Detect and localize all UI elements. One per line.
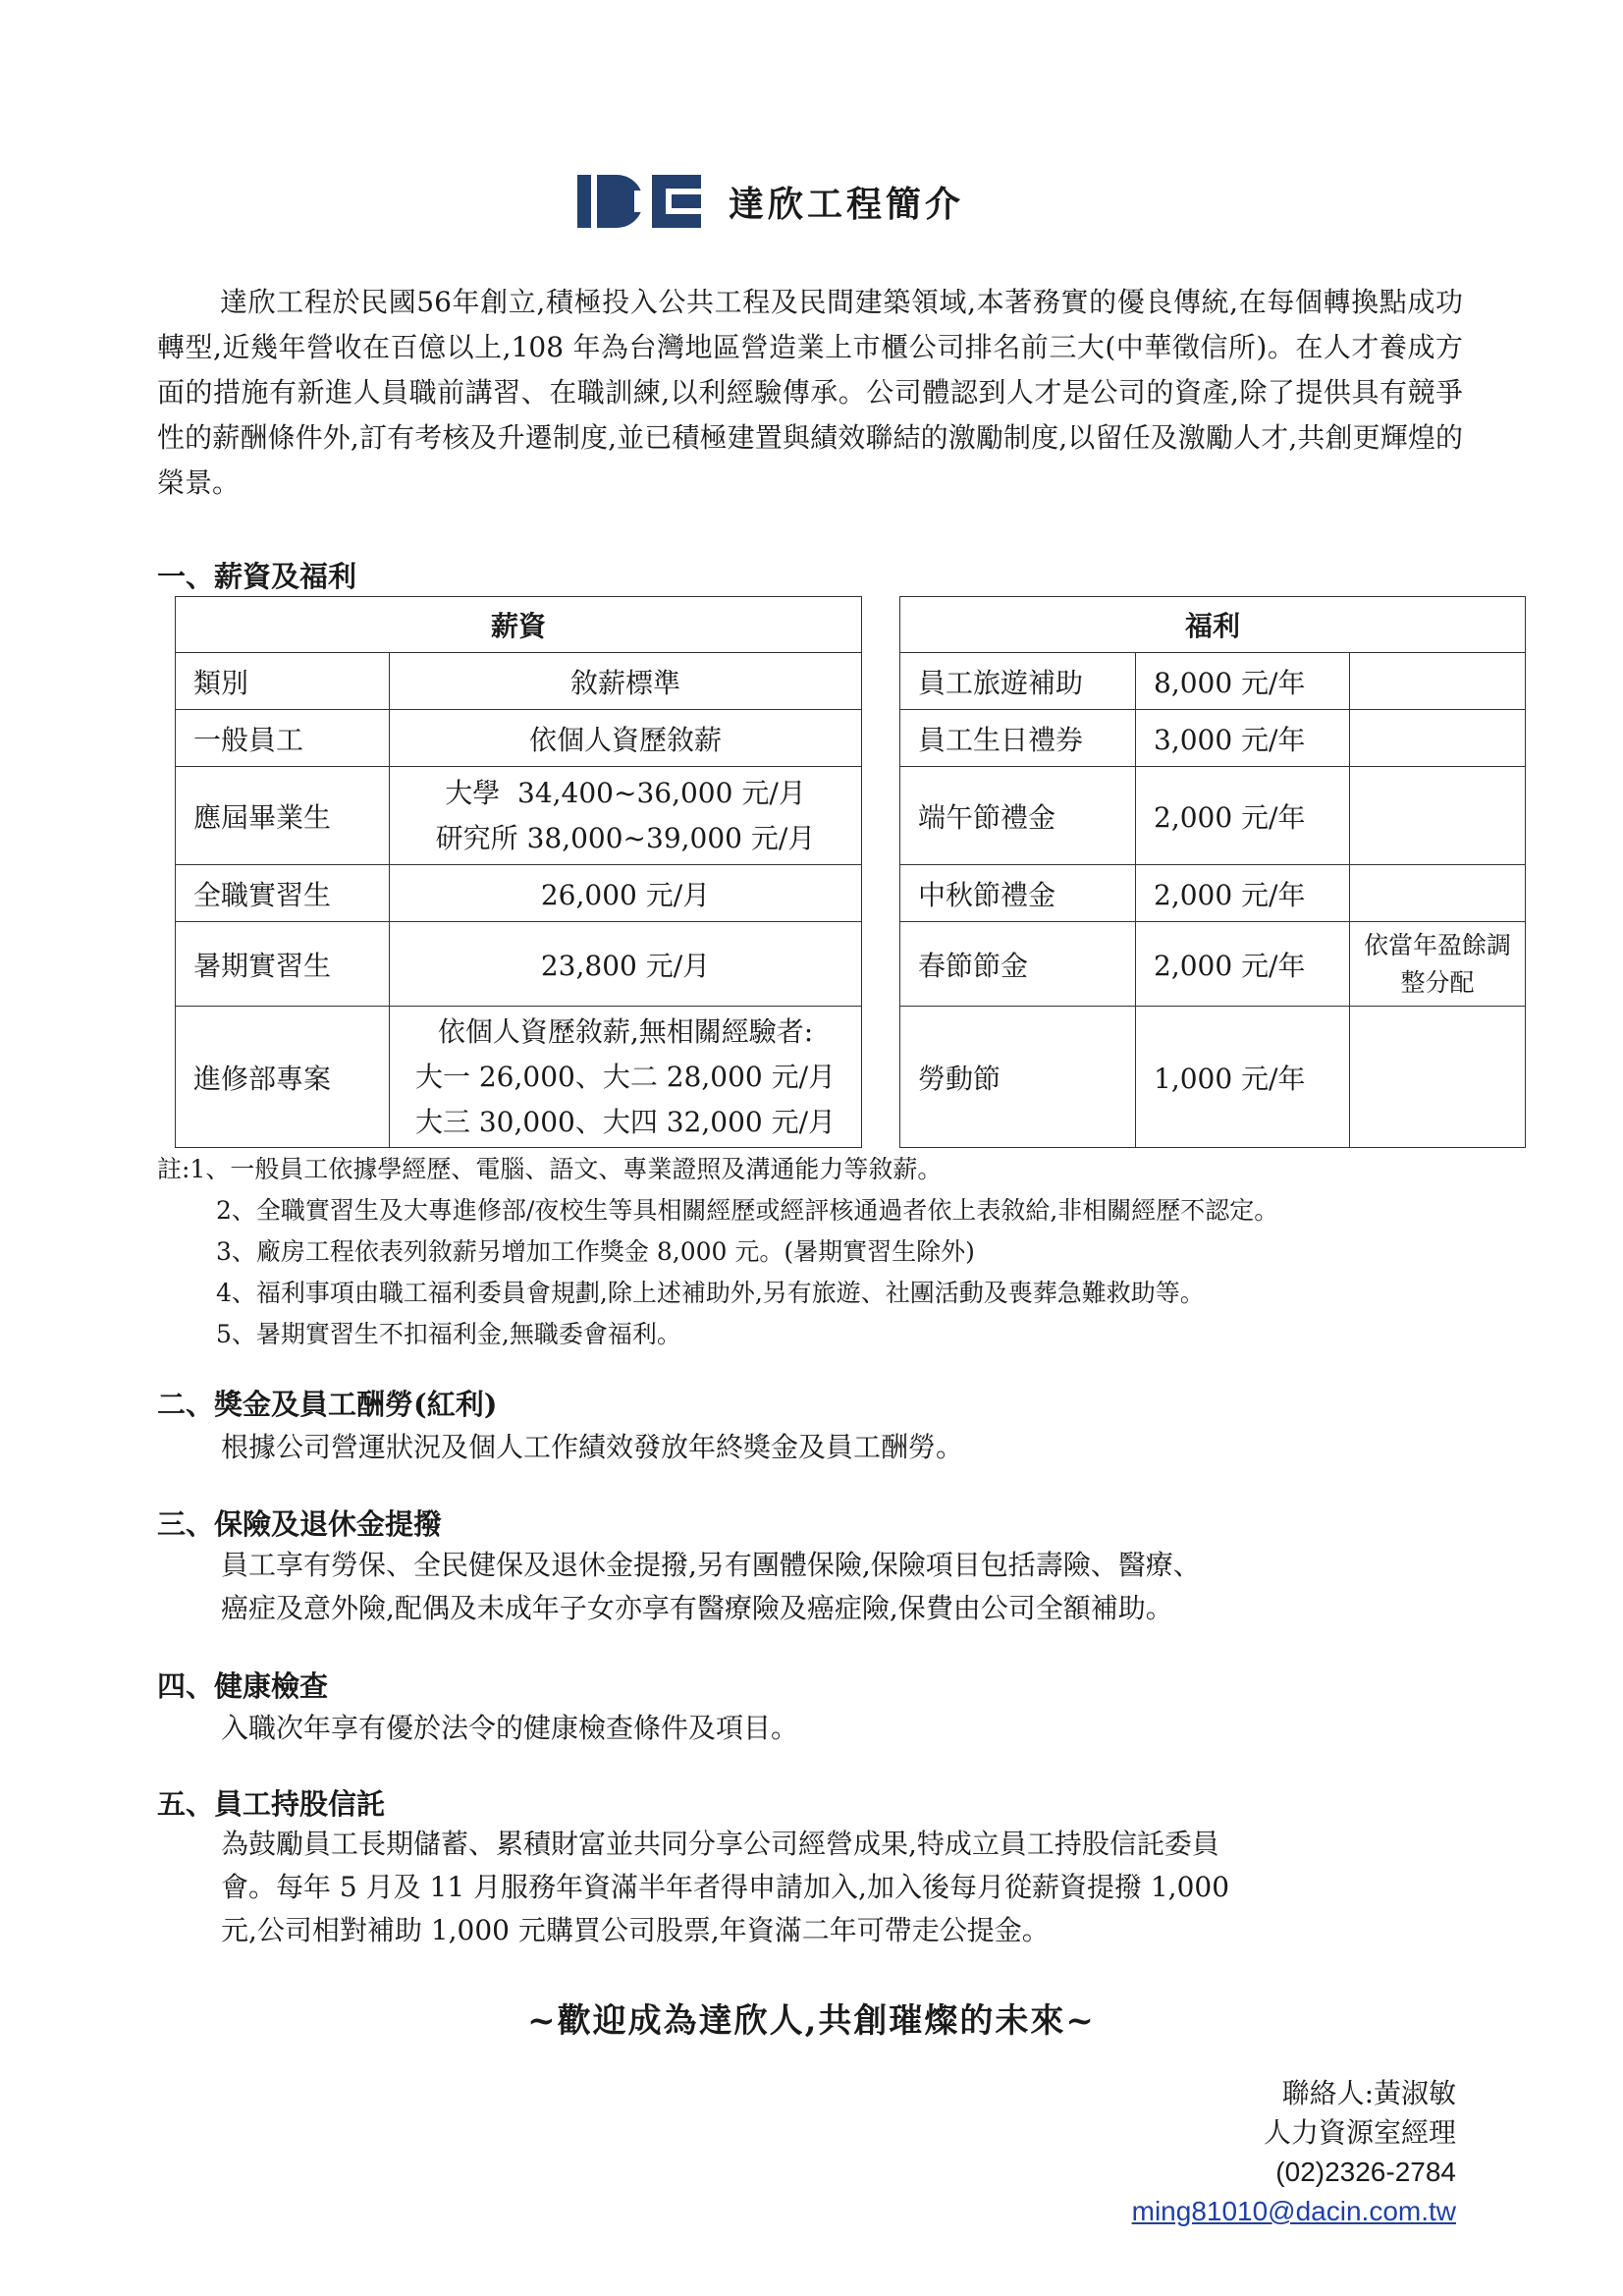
benefit-amount: 2,000 元/年 — [1136, 767, 1350, 865]
contact-phone: (02)2326-2784 — [1275, 2157, 1456, 2187]
benefit-note — [1350, 865, 1526, 922]
benefit-amount: 8,000 元/年 — [1136, 653, 1350, 710]
salary-table — [175, 596, 862, 1148]
table-row — [176, 767, 862, 865]
body-line: 會。每年 5 月及 11 月服務年資滿半年者得申請加入,加入後每月從薪資提撥 1,000 — [221, 1871, 1230, 1903]
body-line: 為鼓勵員工長期儲蓄、累積財富並共同分享公司經營成果,特成立員工持股信託委員 — [221, 1828, 1219, 1860]
body-line: 入職次年享有優於法令的健康檢查條件及項目。 — [221, 1712, 799, 1744]
closing-slogan: ~歡迎成為達欣人,共創璀燦的未來~ — [527, 2001, 1096, 2041]
dacin-logo-icon — [577, 175, 701, 228]
note-item: 4、福利事項由職工福利委員會規劃,除上述補助外,另有旅遊、社團活動及喪葬急難救助等。 — [216, 1279, 1205, 1307]
salary-category: 一般員工 — [176, 710, 390, 767]
body-line: 元,公司相對補助 1,000 元購買公司股票,年資滿二年可帶走公提金。 — [221, 1914, 1050, 1946]
salary-standard: 依個人資歷敘薪 — [390, 710, 862, 767]
table-row — [900, 653, 1526, 710]
benefit-item: 端午節禮金 — [900, 767, 1136, 865]
table-row — [900, 767, 1526, 865]
column-header-category: 類別 — [176, 653, 390, 710]
salary-standard: 23,800 元/月 — [390, 922, 862, 1007]
salary-standard-line: 大三 30,000、大四 32,000 元/月 — [414, 1105, 837, 1138]
benefit-note: 依當年盈餘調整分配 — [1350, 922, 1526, 1007]
intro-paragraph: 達欣工程於民國56年創立,積極投入公共工程及民間建築領域,本著務實的優良傳統,在每個轉換點成功轉型,近幾年營收在百億以上,108 年為台灣地區營造業上市櫃公司排名前三大(中華徵信所)。在人才養成方面的措施有新進人員職前講習、在職訓練,以利經驗傳承。公司體認到人才是公司的資產,除了提供具有競爭性的薪酬條件外,訂有考核及升遷制度,並已積極建置與績效聯結的激勵制度,以留任及激勵人才,共創更輝煌的榮景。 — [157, 286, 1463, 499]
contact-name: 聯絡人:黃淑敏 — [1281, 2077, 1456, 2109]
body-line: 癌症及意外險,配偶及未成年子女亦享有醫療險及癌症險,保費由公司全額補助。 — [221, 1592, 1173, 1624]
table-row — [176, 922, 862, 1007]
table-row — [900, 922, 1526, 1007]
benefit-amount: 2,000 元/年 — [1136, 922, 1350, 1007]
benefit-note — [1350, 767, 1526, 865]
section-3-heading: 三、保險及退休金提撥 — [157, 1507, 443, 1541]
salary-standard — [390, 767, 862, 865]
benefit-item: 勞動節 — [900, 1007, 1136, 1148]
column-header-standard: 敘薪標準 — [390, 653, 862, 710]
benefit-item: 員工旅遊補助 — [900, 653, 1136, 710]
table-row — [900, 710, 1526, 767]
table-row — [900, 1007, 1526, 1148]
section-1-heading: 一、薪資及福利 — [157, 560, 357, 593]
benefit-table — [899, 596, 1526, 1148]
note-item: 3、廠房工程依表列敘薪另增加工作獎金 8,000 元。(暑期實習生除外) — [216, 1237, 975, 1266]
salary-standard-line: 研究所 38,000~39,000 元/月 — [435, 821, 816, 854]
salary-category: 進修部專案 — [176, 1007, 390, 1148]
salary-standard-line: 大一 26,000、大二 28,000 元/月 — [414, 1060, 837, 1093]
notes-list — [157, 1149, 1278, 1355]
salary-category: 應屆畢業生 — [176, 767, 390, 865]
section-2-body — [221, 1426, 963, 1469]
contact-title: 人力資源室經理 — [1263, 2116, 1456, 2149]
table-row — [176, 710, 862, 767]
table-row — [176, 865, 862, 922]
benefit-table-header: 福利 — [900, 597, 1526, 653]
benefit-amount: 3,000 元/年 — [1136, 710, 1350, 767]
note-item: 5、暑期實習生不扣福利金,無職委會福利。 — [216, 1320, 681, 1348]
benefit-note — [1350, 1007, 1526, 1148]
section-3-body — [221, 1544, 1201, 1630]
salary-standard: 26,000 元/月 — [390, 865, 862, 922]
benefit-note — [1350, 710, 1526, 767]
section-4-body — [221, 1707, 798, 1750]
salary-category: 暑期實習生 — [176, 922, 390, 1007]
body-line: 根據公司營運狀況及個人工作績效發放年終獎金及員工酬勞。 — [221, 1431, 964, 1463]
body-line: 員工享有勞保、全民健保及退休金提撥,另有團體保險,保險項目包括壽險、醫療、 — [221, 1549, 1201, 1581]
contact-block — [1132, 2074, 1456, 2231]
contact-email-link[interactable]: ming81010@dacin.com.tw — [1131, 2196, 1456, 2226]
section-5-heading: 五、員工持股信託 — [157, 1787, 386, 1821]
section-5-body — [221, 1823, 1229, 1952]
benefit-item: 員工生日禮券 — [900, 710, 1136, 767]
salary-category: 全職實習生 — [176, 865, 390, 922]
table-row — [900, 865, 1526, 922]
benefit-amount: 1,000 元/年 — [1136, 1007, 1350, 1148]
benefit-item: 春節節金 — [900, 922, 1136, 1007]
salary-standard — [390, 1007, 862, 1148]
benefit-item: 中秋節禮金 — [900, 865, 1136, 922]
note-item: 2、全職實習生及大專進修部/夜校生等具相關經歷或經評核通過者依上表敘給,非相關經歷不認定。 — [216, 1196, 1279, 1225]
document-header — [577, 172, 964, 231]
benefit-amount: 2,000 元/年 — [1136, 865, 1350, 922]
salary-standard-line: 大學 34,400~36,000 元/月 — [445, 776, 806, 809]
section-2-heading: 二、獎金及員工酬勞(紅利) — [157, 1388, 498, 1421]
note-item: 註:1、一般員工依據學經歷、電腦、語文、專業證照及溝通能力等敘薪。 — [157, 1155, 943, 1183]
benefit-note — [1350, 653, 1526, 710]
salary-table-header: 薪資 — [176, 597, 862, 653]
page-title: 達欣工程簡介 — [729, 183, 965, 225]
table-row — [176, 1007, 862, 1148]
section-4-heading: 四、健康檢查 — [157, 1669, 329, 1703]
salary-standard-line: 依個人資歷敘薪,無相關經驗者: — [437, 1014, 814, 1048]
